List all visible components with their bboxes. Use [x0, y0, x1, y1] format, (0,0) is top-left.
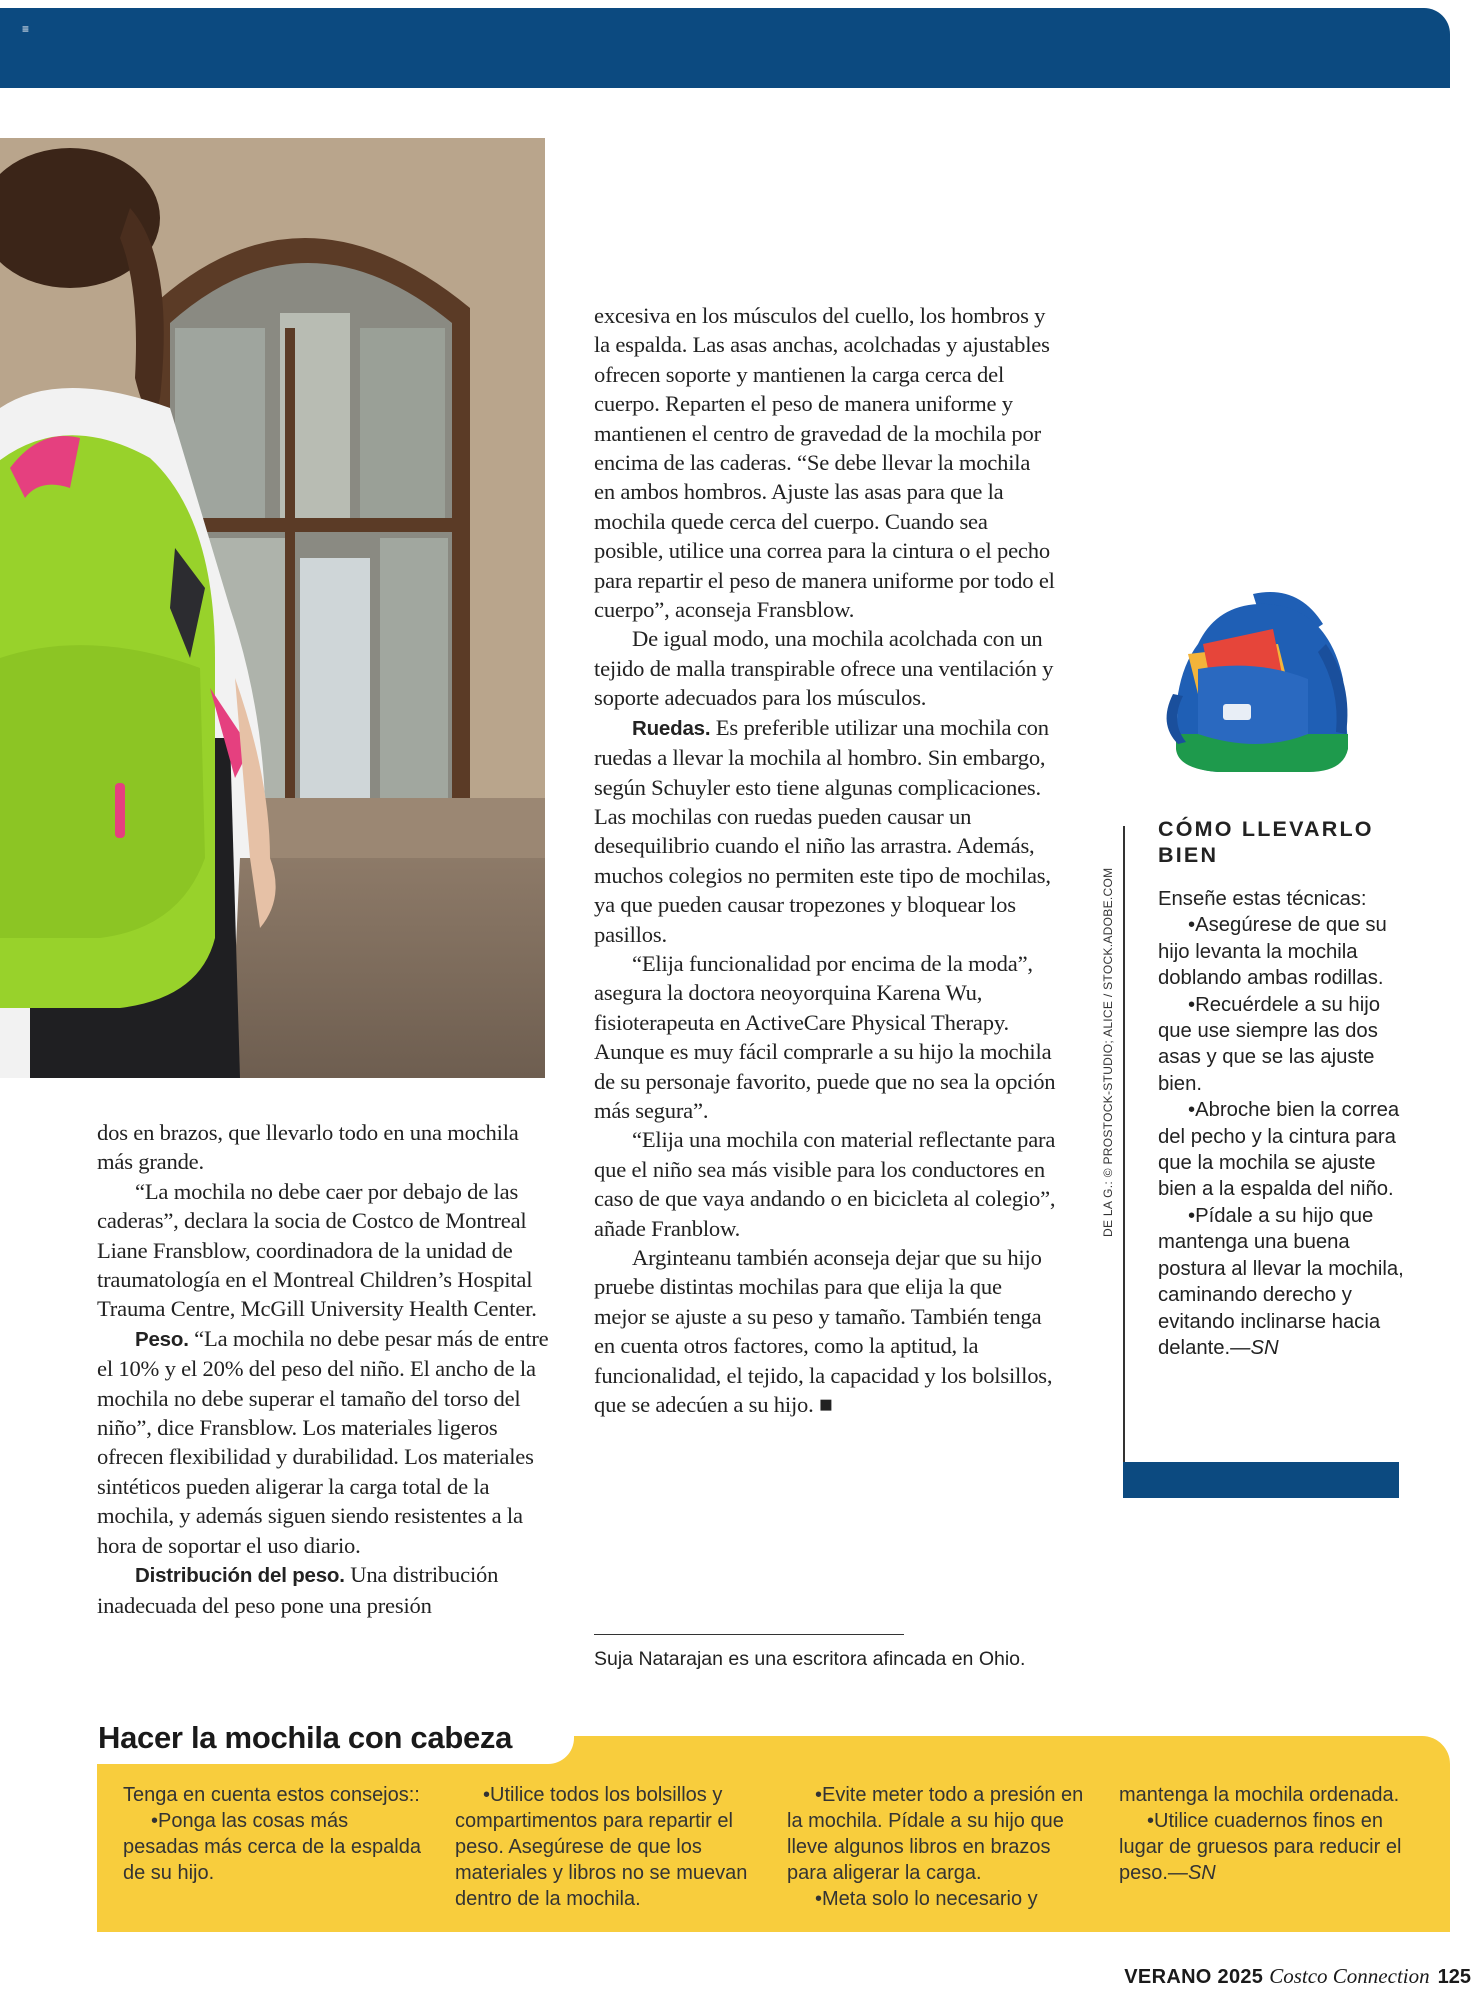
header-bar: [0, 8, 1450, 88]
tips-col-2: [455, 1782, 755, 1912]
sidebar-tip: •Recuérdele a su hijo que use siempre las dos asas y que se las ajuste bien.: [1158, 993, 1380, 1095]
article-paragraph: “Elija funcionalidad por encima de la moda”, asegura la doctora neoyorquina Karena Wu, fisioterapeuta en ActiveCare Physical Therapy. Aunque es muy fácil comprarle a su hijo la mochila de su personaje favorito, puede que no sea la opción más segura”.: [594, 950, 1056, 1123]
tips-box: [97, 1736, 1450, 1932]
tips-signature: SN: [1187, 1862, 1216, 1884]
tips-col-4: [1119, 1782, 1419, 1886]
subhead-peso: Peso.: [135, 1327, 189, 1351]
article-paragraph: dos en brazos, que llevarlo todo en una mochila más grande.: [97, 1120, 519, 1175]
tips-item: •Utilice cuadernos finos en lugar de gruesos para reducir el peso.—SN: [1119, 1810, 1402, 1884]
article-paragraph: Arginteanu también aconseja dejar que su hijo pruebe distintas mochilas para que elija la que mejor se ajuste a su peso y tamaño. También tenga en cuenta otros factores, como la aptitud, la funcionalidad, el tejido, la capacidad y los bolsillos, que se adecúen a su hijo. ■: [594, 1245, 1053, 1418]
subhead-ruedas: Ruedas.: [632, 716, 711, 740]
article-paragraph: Distribución del peso. Una distribución inadecuada del peso pone una presión: [97, 1562, 499, 1618]
subhead-distribucion: Distribución del peso.: [135, 1564, 345, 1588]
article-paragraph: Ruedas. Es preferible utilizar una mochila con ruedas a llevar la mochila al hombro. Sin embargo, según Schuyler esto tiene algunas complicaciones. Las mochilas con ruedas pueden causar un desequilibrio cuando el niño las arrastra. Además, muchos colegios no permiten este tipo de mochilas, ya que pueden causar tropezones y bloquear los pasillos.: [594, 714, 1051, 947]
article-paragraph: De igual modo, una mochila acolchada con un tejido de malla transpirable ofrece una ventilación y soporte adecuados para los músculos.: [594, 626, 1054, 711]
page-footer: [1124, 1964, 1471, 1989]
footer-magazine: Costco Connection: [1269, 1964, 1430, 1988]
article-column-2: [594, 301, 1056, 1419]
tips-item-cont: mantenga la mochila ordenada.: [1119, 1784, 1400, 1806]
tips-col-3: [787, 1782, 1087, 1912]
page-number: 125: [1437, 1966, 1471, 1988]
article-paragraph: excesiva en los músculos del cuello, los hombros y la espalda. Las asas anchas, acolchadas y ajustables ofrecen soporte y mantienen la carga cerca del cuerpo. Reparten el peso de manera uniforme y mantienen el centro de gravedad de la mochila por encima de las caderas. “Se debe llevar la mochila en ambos hombros. Ajuste las asas para que la mochila quede cerca del cuerpo. Cuando sea posible, utilice una correa para la cintura o el pecho para repartir el peso de manera uniforme por todo el cuerpo”, aconseja Fransblow.: [594, 303, 1055, 623]
tips-item: •Meta solo lo necesario y: [815, 1888, 1038, 1910]
tips-box-title: Hacer la mochila con cabeza: [98, 1720, 513, 1755]
backpack-icon: [1158, 584, 1354, 774]
sidebar-tip: •Asegúrese de que su hijo levanta la mochila doblando ambas rodillas.: [1158, 914, 1387, 990]
photo-credit: DE LA G.: © PROSTOCK-STUDIO; ALICE / STOCK.ADOBE.COM: [1101, 867, 1115, 1237]
article-paragraph: “Elija una mochila con material reflectante para que el niño sea más visible para los conductores en caso de que vaya andando o en bicicleta al colegio”, añade Franblow.: [594, 1127, 1056, 1241]
tips-intro: Tenga en cuenta estos consejos::: [123, 1784, 420, 1806]
tips-item: •Evite meter todo a presión en la mochila. Pídale a su hijo que lleve algunos libros en brazos para aligerar la carga.: [787, 1784, 1084, 1884]
tips-col-1: [123, 1782, 423, 1886]
sidebar-title: CÓMO LLEVARLO BIEN: [1158, 817, 1374, 867]
article-paragraph: Peso. “La mochila no debe pesar más de entre el 10% y el 20% del peso del niño. El ancho de la mochila no debe superar el tamaño del torso del niño”, dice Fransblow. Los materiales ligeros ofrecen flexibilidad y durabilidad. Los materiales sintéticos pueden aligerar la carga total de la mochila, y además siguen siendo resistentes a la hora de soportar el uso diario.: [97, 1325, 549, 1558]
school-girl-backpack-photo: [0, 138, 545, 1078]
sidebar-body: [1158, 886, 1410, 1361]
author-divider: [594, 1634, 904, 1635]
footer-season: VERANO 2025: [1124, 1966, 1264, 1988]
tips-item: •Utilice todos los bolsillos y compartimentos para repartir el peso. Asegúrese de que los materiales y libros no se muevan dentro de la mochila.: [455, 1784, 748, 1910]
sidebar-rule: [1123, 826, 1125, 1466]
sidebar-tip: •Pídale a su hijo que mantenga una buena postura al llevar la mochila, caminando derecho y evitando inclinarse hacia delante.—SN: [1158, 1204, 1404, 1359]
sidebar-signature: SN: [1250, 1336, 1279, 1359]
sidebar-intro: Enseñe estas técnicas:: [1158, 888, 1367, 910]
article-column-1: [97, 1118, 559, 1620]
sidebar-tip: •Abroche bien la correa del pecho y la cintura para que la mochila se ajuste bien a la espalda del niño.: [1158, 1099, 1400, 1201]
sidebar-footer-bar: [1123, 1462, 1399, 1498]
photo-illustration: [0, 138, 545, 1078]
article-paragraph: “La mochila no debe caer por debajo de las caderas”, declara la socia de Costco de Montreal Liane Fransblow, coordinadora de la unidad de traumatología en el Montreal Children’s Hospital Trauma Centre, McGill University Health Center.: [97, 1178, 537, 1322]
menu-icon: ≡: [22, 22, 30, 36]
tips-item: •Ponga las cosas más pesadas más cerca de la espalda de su hijo.: [123, 1810, 421, 1884]
author-note: Suja Natarajan es una escritora afincada en Ohio.: [594, 1648, 1026, 1670]
